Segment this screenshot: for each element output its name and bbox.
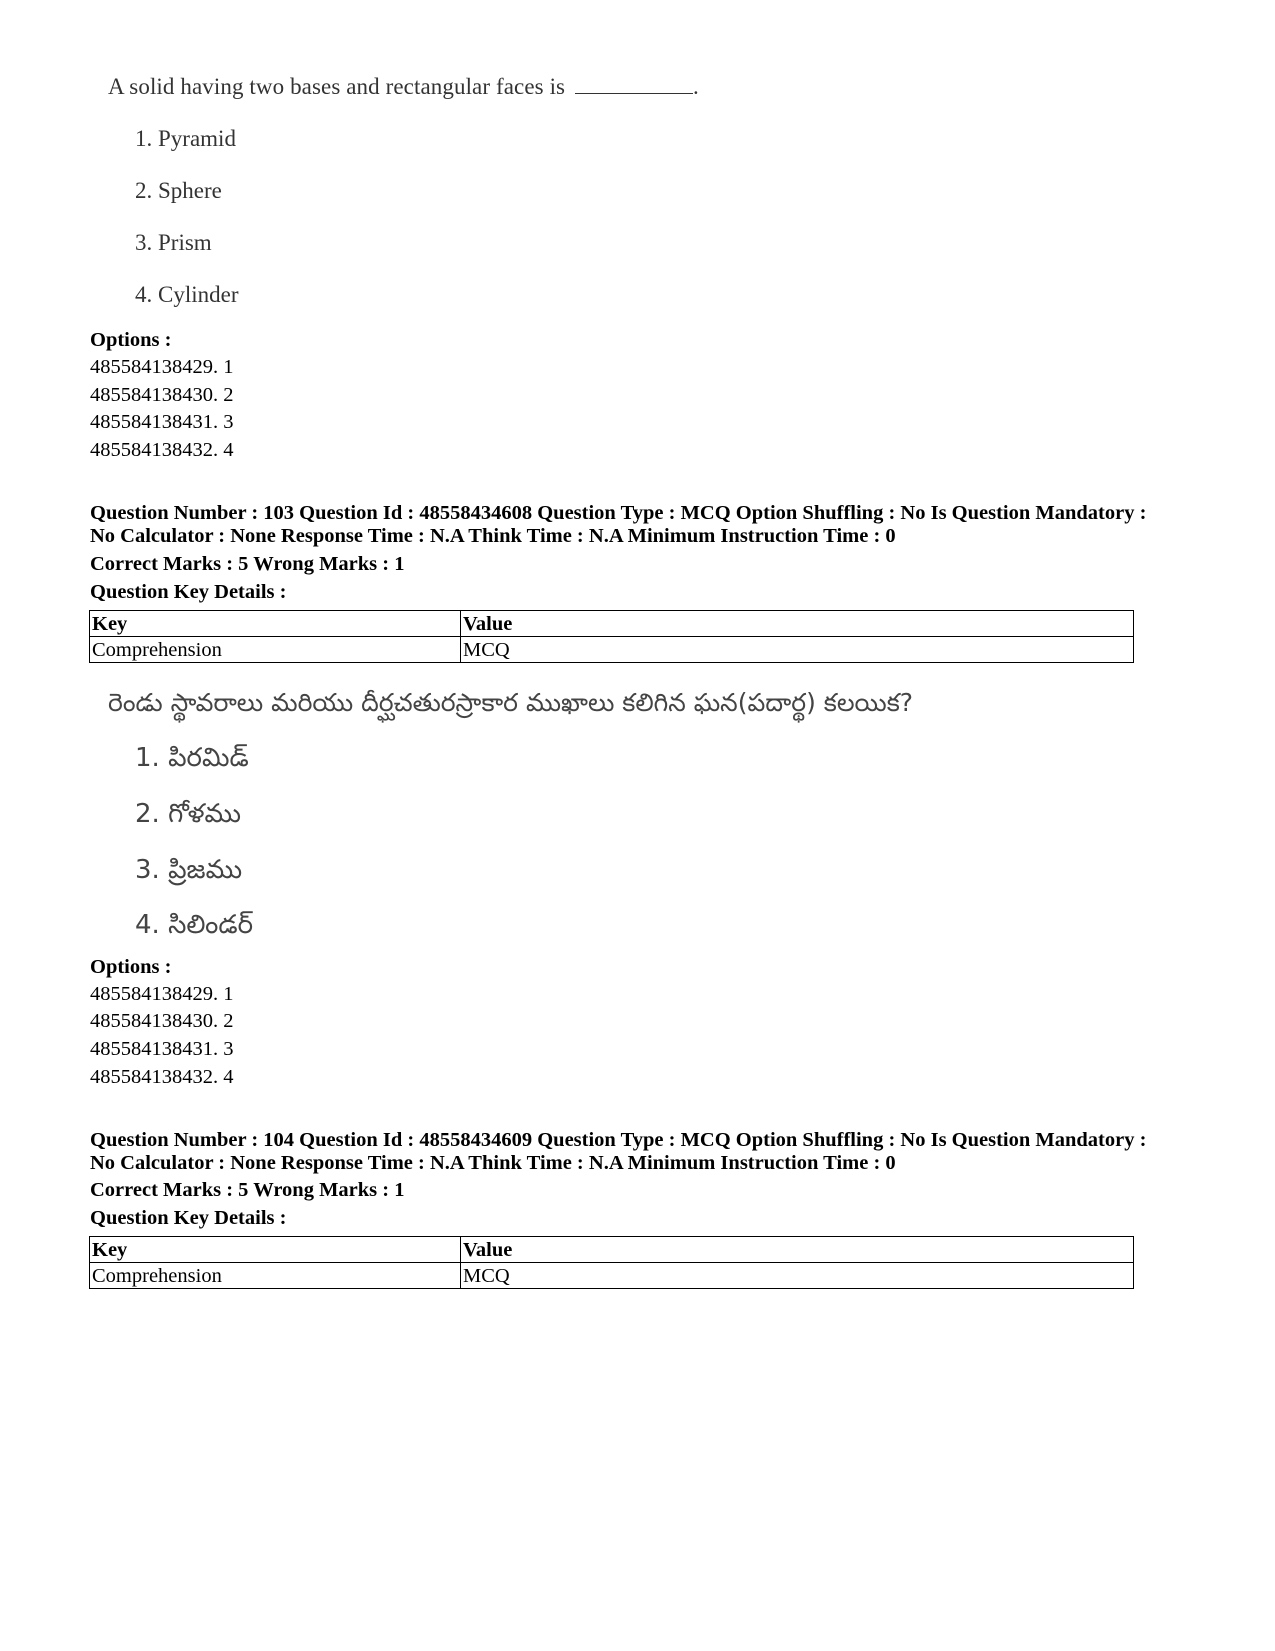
question-meta-line-1: Question Number : 103 Question Id : 48558434608 Question Type : MCQ Option Shuffling : No Is Question Mandatory : <box>90 502 1147 524</box>
table-row <box>90 1263 1134 1289</box>
table-cell-value: MCQ <box>461 637 1134 663</box>
question-stem-text: A solid having two bases and rectangular faces is <box>108 74 566 99</box>
question-meta-line-2: No Calculator : None Response Time : N.A Think Time : N.A Minimum Instruction Time : 0 <box>90 1152 896 1174</box>
choice-3: 3. Prism <box>135 230 212 255</box>
question-meta-line-2: No Calculator : None Response Time : N.A Think Time : N.A Minimum Instruction Time : 0 <box>90 525 896 547</box>
table-header-value: Value <box>461 1237 1134 1263</box>
choice-te-1: 1. పిరమిడ్ <box>135 743 249 773</box>
option-id-3: 485584138431. 3 <box>90 1038 234 1060</box>
question-meta-line-1: Question Number : 104 Question Id : 48558434609 Question Type : MCQ Option Shuffling : No Is Question Mandatory : <box>90 1129 1147 1151</box>
marks-line: Correct Marks : 5 Wrong Marks : 1 <box>90 553 405 575</box>
question-stem <box>108 74 699 100</box>
key-details-table <box>89 1236 1134 1289</box>
option-id-2: 485584138430. 2 <box>90 1010 234 1032</box>
table-cell-key: Comprehension <box>90 1263 461 1289</box>
option-id-3: 485584138431. 3 <box>90 411 234 433</box>
option-id-1: 485584138429. 1 <box>90 983 234 1005</box>
key-details-table <box>89 610 1134 663</box>
question-stem-telugu: రెండు స్థావరాలు మరియు దీర్ఘచతురస్రాకార ముఖాలు కలిగిన ఘన(పదార్థ) కలయిక? <box>108 688 914 717</box>
option-id-4: 485584138432. 4 <box>90 1066 234 1088</box>
choice-te-2: 2. గోళము <box>135 799 242 829</box>
answer-blank <box>575 75 693 94</box>
table-header-value: Value <box>461 611 1134 637</box>
key-details-label: Question Key Details : <box>90 581 287 603</box>
question-stem-end: . <box>692 74 699 99</box>
marks-line: Correct Marks : 5 Wrong Marks : 1 <box>90 1179 405 1201</box>
option-id-2: 485584138430. 2 <box>90 384 234 406</box>
choice-1: 1. Pyramid <box>135 126 236 151</box>
option-id-1: 485584138429. 1 <box>90 356 234 378</box>
key-details-label: Question Key Details : <box>90 1207 287 1229</box>
table-cell-value: MCQ <box>461 1263 1134 1289</box>
options-label: Options : <box>90 956 172 978</box>
table-header-row <box>90 611 1134 637</box>
choice-2: 2. Sphere <box>135 178 222 203</box>
options-label: Options : <box>90 329 172 351</box>
choice-te-3: 3. ప్రిజము <box>135 855 243 885</box>
choice-4: 4. Cylinder <box>135 282 239 307</box>
option-id-4: 485584138432. 4 <box>90 439 234 461</box>
table-header-key: Key <box>90 611 461 637</box>
table-header-key: Key <box>90 1237 461 1263</box>
table-header-row <box>90 1237 1134 1263</box>
table-cell-key: Comprehension <box>90 637 461 663</box>
table-row <box>90 637 1134 663</box>
choice-te-4: 4. సిలిండర్ <box>135 910 254 940</box>
